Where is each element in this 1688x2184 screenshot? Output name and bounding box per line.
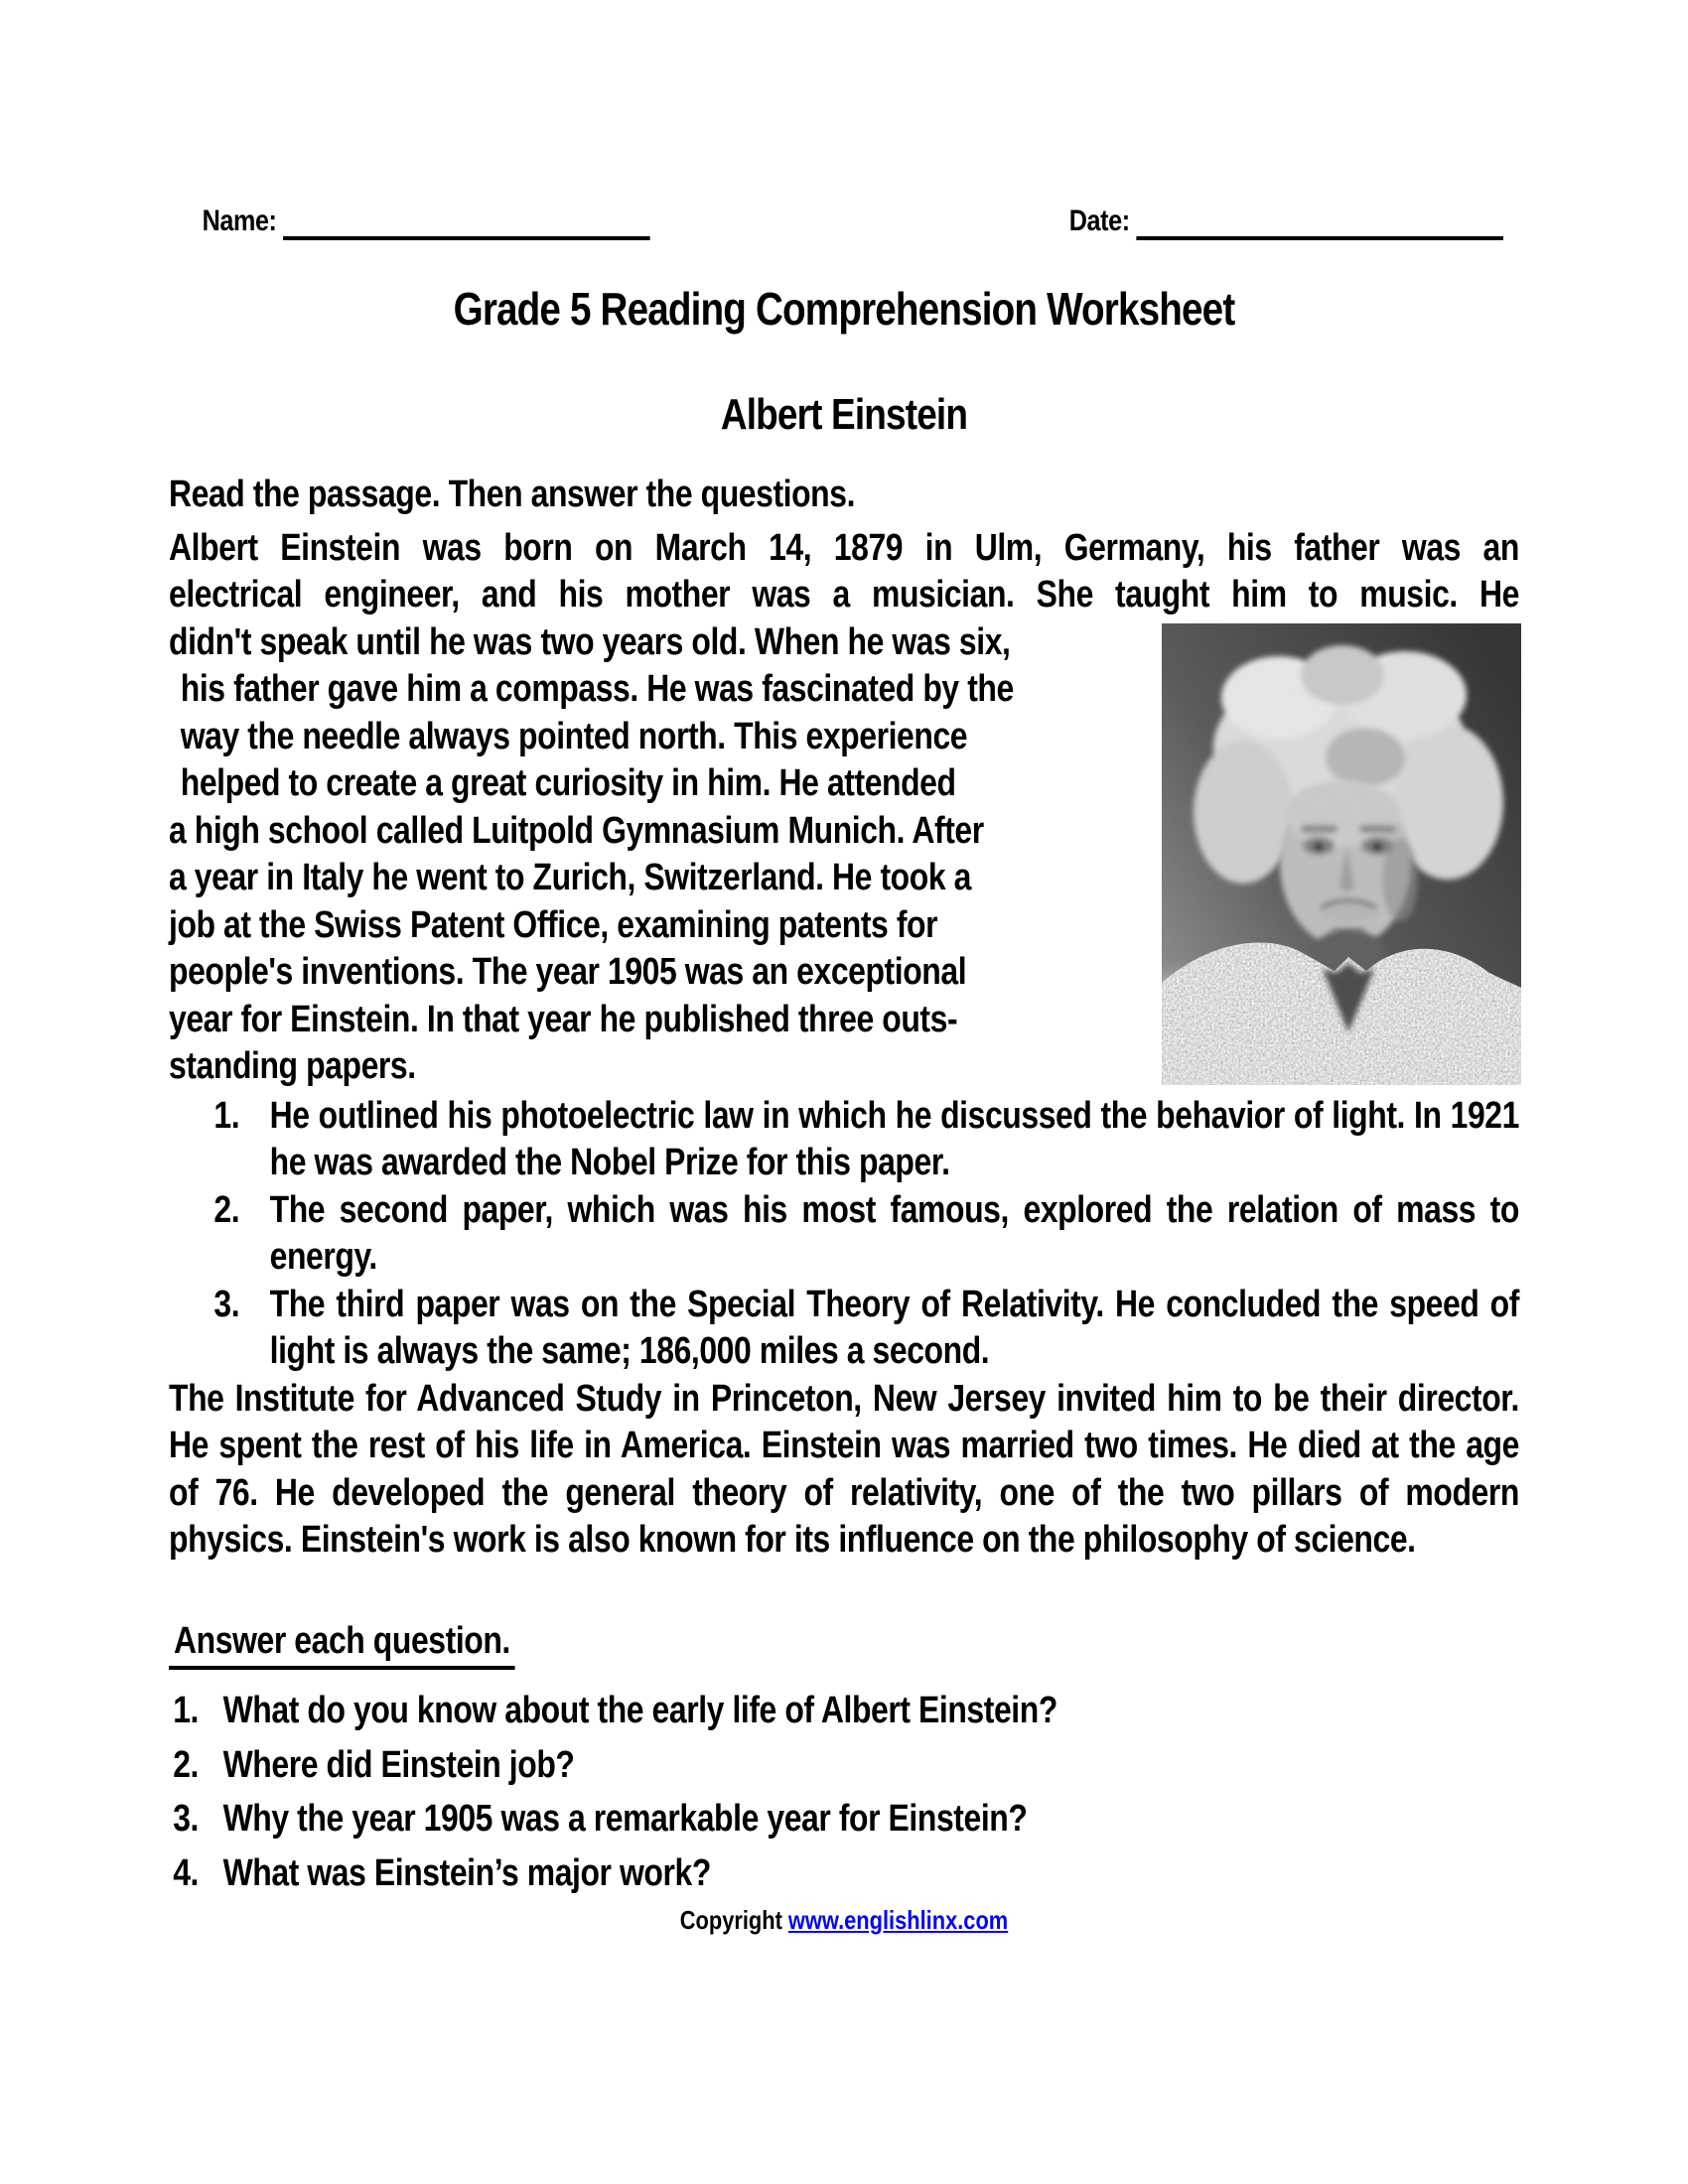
questions-list [169, 1688, 1519, 1897]
question-number: 1. [173, 1690, 199, 1731]
list-item [169, 1282, 1519, 1376]
question-number: 3. [173, 1798, 199, 1840]
passage-line: way the needle always pointed north. This experience [180, 715, 968, 757]
name-field [203, 201, 650, 240]
list-item-text: He outlined his photoelectric law in which he discussed the behavior of light. In 1921 he was awarded the Nobel Prize for this paper. [269, 1094, 1519, 1183]
copyright-label: Copyright [679, 1905, 782, 1935]
list-item-number: 1. [213, 1094, 240, 1137]
question-item [169, 1688, 1519, 1735]
copyright-link[interactable]: www.englishlinx.com [787, 1905, 1009, 1935]
passage-line: job at the Swiss Patent Office, examining patents for [169, 903, 938, 946]
question-text: What do you know about the early life of Albert Einstein? [222, 1690, 1057, 1731]
passage-line: a high school called Luitpold Gymnasium Munich. After [169, 809, 984, 852]
question-number: 4. [173, 1851, 199, 1894]
question-text: What was Einstein’s major work? [222, 1851, 711, 1894]
passage-line: standing papers. [169, 1045, 416, 1087]
passage-line: year for Einstein. In that year he published three outs- [169, 998, 958, 1040]
question-item [169, 1796, 1519, 1843]
date-field [1069, 201, 1503, 240]
list-item-text: The third paper was on the Special Theory of Relativity. He concluded the speed of light is always the same; 186,000 miles a second. [269, 1283, 1519, 1372]
passage-line: his father gave him a compass. He was fascinated by the [180, 668, 1014, 710]
passage-line: helped to create a great curiosity in him. He attended [180, 762, 956, 804]
copyright-footer [169, 1904, 1519, 1936]
list-item-text: The second paper, which was his most famous, explored the relation of mass to energy. [269, 1188, 1519, 1278]
name-label: Name: [202, 205, 277, 237]
question-item [169, 1742, 1519, 1790]
einstein-photo [1162, 623, 1521, 1085]
question-item [169, 1850, 1519, 1898]
question-number: 2. [173, 1743, 199, 1786]
papers-list [169, 1093, 1519, 1376]
list-item [169, 1187, 1519, 1282]
passage-line: Albert Einstein was born on March 14, 1879 in Ulm, Germany, his father was an [169, 526, 1519, 569]
passage-line: didn't speak until he was two years old. When he was six, [169, 620, 1011, 663]
closing-paragraph: The Institute for Advanced Study in Princeton, New Jersey invited him to be their director. He spent the rest of his life in America. Einstein was married two times. He died at the age of 76. He developed the general theory of relativity, one of the two pillars of modern physics. Einstein's work is also known for its influence on the philosophy of science. [169, 1377, 1519, 1561]
passage-title: Albert Einstein [720, 390, 968, 439]
passage-line: people's inventions. The year 1905 was an exceptional [169, 951, 967, 993]
passage-line: electrical engineer, and his mother was a musician. She taught him to music. He [169, 574, 1519, 615]
answer-section-heading-text: Answer each question. [169, 1618, 515, 1671]
date-blank-line [1136, 201, 1503, 240]
question-text: Why the year 1905 was a remarkable year for Einstein? [222, 1798, 1028, 1840]
question-text: Where did Einstein job? [222, 1743, 575, 1786]
name-blank-line [283, 201, 650, 240]
list-item-number: 3. [213, 1283, 240, 1325]
instruction-text: Read the passage. Then answer the questions. [169, 474, 856, 515]
list-item [169, 1093, 1519, 1187]
page-title: Grade 5 Reading Comprehension Worksheet [453, 283, 1235, 335]
answer-section-heading [169, 1618, 1519, 1671]
passage-line: a year in Italy he went to Zurich, Switzerland. He took a [169, 857, 971, 898]
name-date-row [169, 201, 1519, 240]
date-label: Date: [1068, 205, 1130, 237]
list-item-number: 2. [213, 1188, 240, 1231]
